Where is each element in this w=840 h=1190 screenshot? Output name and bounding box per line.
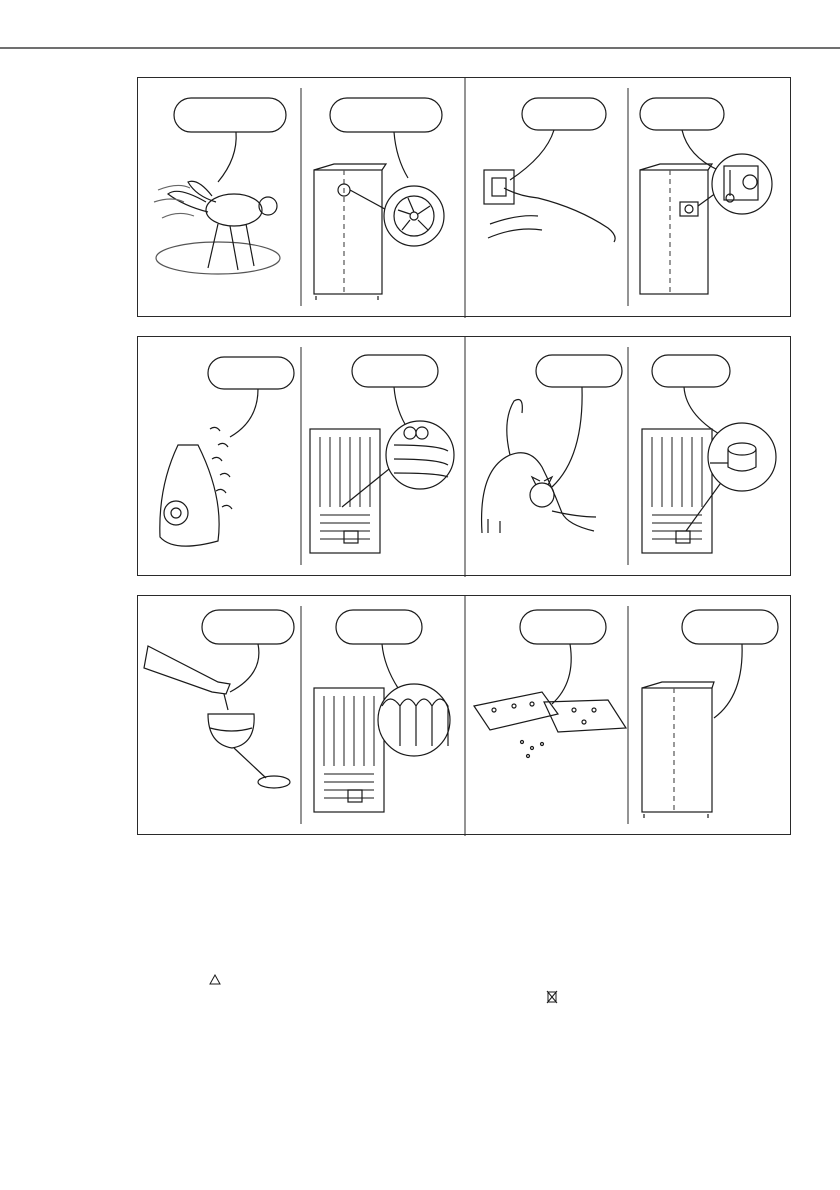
illustration-row-1 [137,77,791,317]
row-1-svg [138,78,792,318]
cracker-illustration [474,610,626,758]
illustration-row-2 [137,336,791,576]
fan-illustration [314,98,444,300]
row-2-svg [138,337,792,577]
iron-illustration [160,357,294,546]
switch-press-illustration [484,98,615,242]
recycle-icon [208,974,222,988]
fly-illustration [154,98,286,274]
row-3-svg [138,596,792,836]
coil-cabinet-illustration [310,355,454,553]
compressor-cabinet-illustration [642,355,776,553]
plain-cabinet-illustration [642,610,778,818]
crossed-bin-icon [546,990,558,1004]
cat-illustration [482,355,622,533]
top-rule [0,0,840,60]
wine-pour-illustration [144,610,294,788]
thermostat-illustration [640,98,772,294]
illustration-row-3 [137,595,791,835]
condenser-cabinet-illustration [314,610,450,812]
